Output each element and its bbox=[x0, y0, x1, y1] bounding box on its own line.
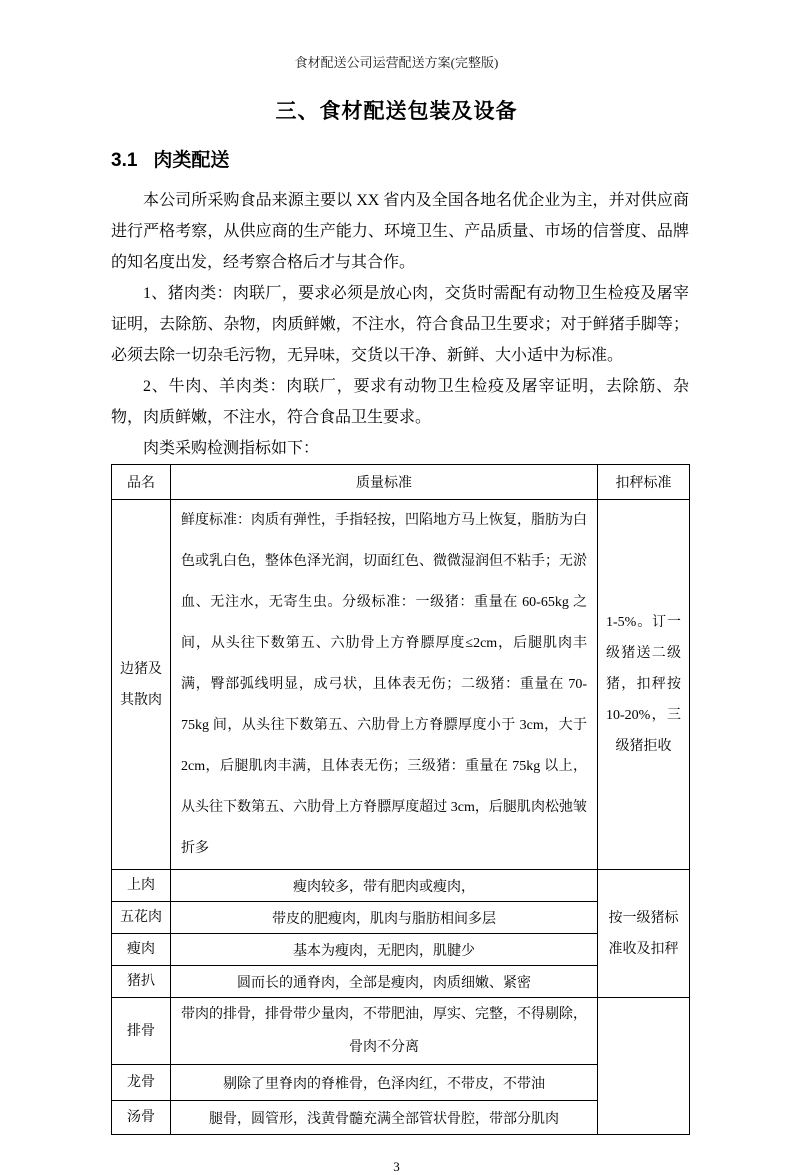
paragraph-pork: 1、猪肉类：肉联厂，要求必须是放心肉，交货时需配有动物卫生检疫及屠宰证明，去除筋、杂物，肉质鲜嫩，不注水，符合食品卫生要求；对于鲜猪手脚等；必须去除一切杂毛污物，无异味，交货以干净、新鲜、大小适中为标准。 bbox=[111, 285, 689, 364]
paragraph-table-lead-in: 肉类采购检测指标如下： bbox=[143, 440, 320, 457]
quality-standard-cell: 瘦肉较多，带有肥肉或瘦肉， bbox=[171, 870, 598, 902]
product-name-cell: 边猪及其散肉 bbox=[112, 500, 171, 870]
quality-standard-cell: 基本为瘦肉，无肥肉，肌腱少 bbox=[171, 934, 598, 966]
table-header-row bbox=[112, 465, 690, 500]
deduction-standard-merged-cell: 按一级猪标准收及扣秤 bbox=[598, 870, 690, 998]
column-header-product-name: 品名 bbox=[112, 465, 171, 500]
meat-purchase-standards-table bbox=[111, 464, 690, 1135]
running-header: 食材配送公司运营配送方案(完整版) bbox=[294, 55, 499, 70]
quality-standard-cell: 腿骨，圆管形，浅黄骨髓充满全部管状骨腔，带部分肌肉 bbox=[171, 1101, 598, 1135]
deduction-standard-cell: 1-5%。订一级猪送二级猪，扣秤按10-20%，三级猪拒收 bbox=[598, 500, 690, 870]
paragraph-intro: 本公司所采购食品来源主要以 XX 省内及全国各地名优企业为主，并对供应商进行严格考察，从供应商的生产能力、环境卫生、产品质量、市场的信誉度、品牌的知名度出发，经考察合格后才与其合作。 bbox=[111, 192, 689, 271]
product-name-cell: 瘦肉 bbox=[112, 934, 171, 966]
table-row bbox=[112, 500, 690, 870]
body-content bbox=[111, 185, 689, 464]
section-heading bbox=[111, 145, 689, 172]
product-name-cell: 排骨 bbox=[112, 998, 171, 1065]
quality-standard-cell: 带皮的肥瘦肉，肌肉与脂肪相间多层 bbox=[171, 902, 598, 934]
product-name-cell: 猪扒 bbox=[112, 966, 171, 998]
product-name-cell: 汤骨 bbox=[112, 1101, 171, 1135]
quality-standard-cell: 圆而长的通脊肉，全部是瘦肉，肉质细嫩、紧密 bbox=[171, 966, 598, 998]
deduction-standard-empty-cell bbox=[598, 998, 690, 1135]
quality-standard-cell: 鲜度标准：肉质有弹性，手指轻按，凹陷地方马上恢复，脂肪为白色或乳白色，整体色泽光润，切面红色、微微湿润但不粘手；无淤血、无注水，无寄生虫。分级标准：一级猪：重量在 60-65kg 之间，从头往下数第五、六肋骨上方脊膘厚度≤2cm，后腿肌肉丰满，臀部弧线明显，成弓状，且体表无伤；二级猪：重量在 70-75kg 间，从头往下数第五、六肋骨上方脊膘厚度小于 3cm，大于 2cm，后腿肌肉丰满，且体表无伤；三级猪：重量在 75kg 以上，从头往下数第五、六肋骨上方脊膘厚度超过 3cm，后腿肌肉松弛皱折多 bbox=[171, 500, 598, 870]
table-row bbox=[112, 870, 690, 902]
page-title: 三、食材配送包装及设备 bbox=[275, 100, 518, 123]
section-title: 肉类配送 bbox=[153, 150, 230, 171]
page-number: 3 bbox=[393, 1159, 400, 1174]
quality-standard-cell: 带肉的排骨，排骨带少量肉，不带肥油，厚实、完整，不得剔除，骨肉不分离 bbox=[171, 998, 598, 1065]
paragraph-beef-mutton: 2、牛肉、羊肉类：肉联厂，要求有动物卫生检疫及屠宰证明，去除筋、杂物，肉质鲜嫩，不注水，符合食品卫生要求。 bbox=[111, 378, 689, 426]
column-header-deduction-standard: 扣秤标准 bbox=[598, 465, 690, 500]
product-name-cell: 龙骨 bbox=[112, 1065, 171, 1101]
table-row bbox=[112, 998, 690, 1065]
product-name-cell: 五花肉 bbox=[112, 902, 171, 934]
column-header-quality-standard: 质量标准 bbox=[171, 465, 598, 500]
quality-standard-cell: 剔除了里脊肉的脊椎骨，色泽肉红，不带皮，不带油 bbox=[171, 1065, 598, 1101]
product-name-cell: 上肉 bbox=[112, 870, 171, 902]
section-number: 3.1 bbox=[111, 150, 138, 171]
